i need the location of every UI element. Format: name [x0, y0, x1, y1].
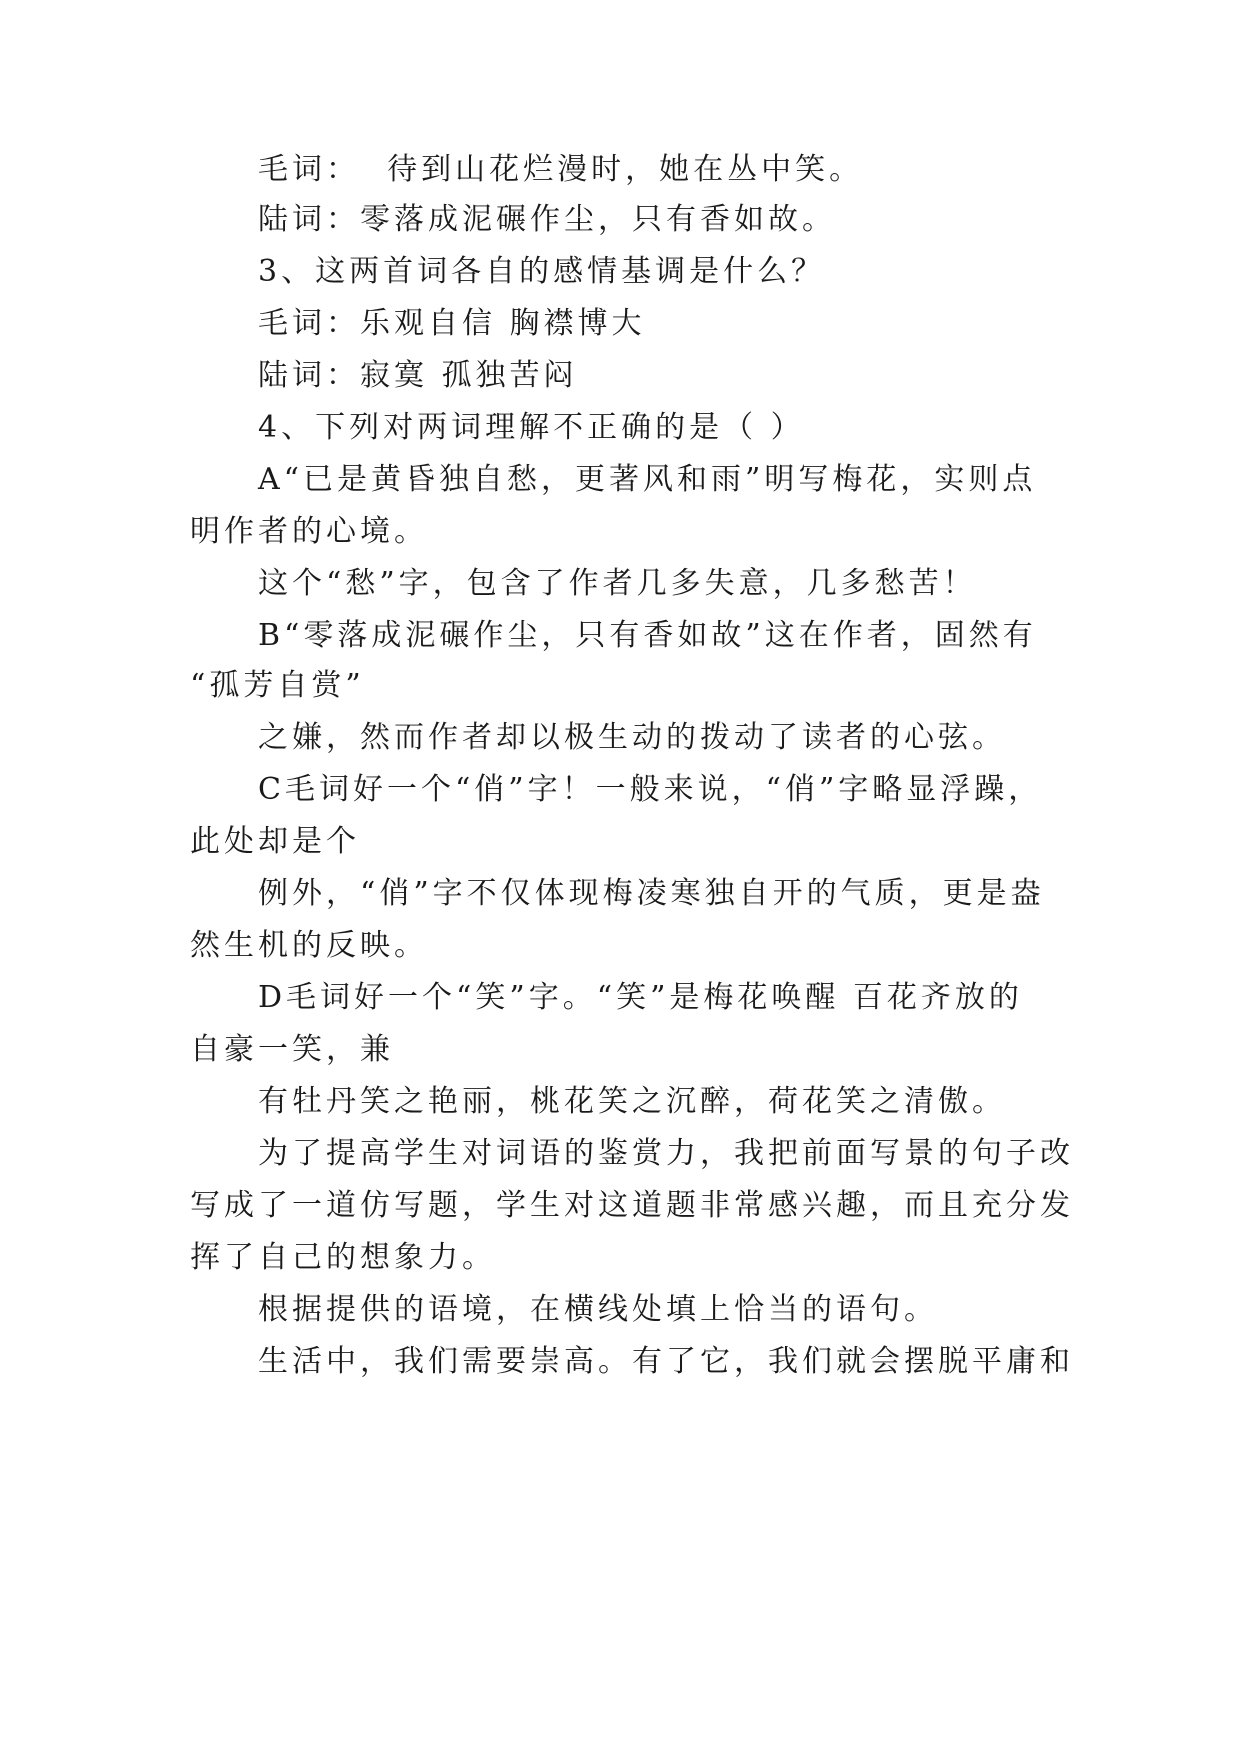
- p17-line-1: 生活中，我们需要崇高。有了它，我们就会摆脱平庸和: [258, 1344, 1074, 1379]
- p12-line-1: 例外，“俏”字不仅体现梅凌寒独自开的气质，更是盎: [258, 876, 1045, 911]
- p10-line-1: 之嫌，然而作者却以极生动的拨动了读者的心弦。: [258, 720, 1006, 755]
- p5-line-1: 陆词：寂寞 孤独苦闷: [258, 358, 578, 393]
- p1-line-1: 毛词： 待到山花烂漫时，她在丛中笑。: [258, 152, 864, 187]
- p16-line-1: 根据提供的语境，在横线处填上恰当的语句。: [258, 1292, 938, 1327]
- p13-line-1: D毛词好一个“笑”字。“笑”是梅花唤醒 百花齐放的: [258, 980, 1023, 1015]
- p6-line-1: 4、下列对两词理解不正确的是（ ）: [258, 410, 805, 445]
- p7-line-1: A“已是黄昏独自愁，更著风和雨”明写梅花，实则点: [258, 462, 1037, 497]
- p15-line-2: 写成了一道仿写题，学生对这道题非常感兴趣，而且充分发: [190, 1188, 1074, 1223]
- p11-line-2: 此处却是个: [190, 824, 360, 859]
- p15-line-1: 为了提高学生对词语的鉴赏力，我把前面写景的句子改: [258, 1136, 1074, 1171]
- p3-line-1: 3、这两首词各自的感情基调是什么？: [258, 254, 826, 289]
- p4-line-1: 毛词：乐观自信 胸襟博大: [258, 306, 646, 341]
- p9-line-1: B“零落成泥碾作尘，只有香如故”这在作者，固然有: [258, 618, 1037, 653]
- p8-line-1: 这个“愁”字，包含了作者几多失意，几多愁苦！: [258, 566, 977, 601]
- p9-line-2: “孤芳自赏”: [190, 668, 365, 703]
- p2-line-1: 陆词：零落成泥碾作尘，只有香如故。: [258, 202, 836, 237]
- p11-line-1: C毛词好一个“俏”字！一般来说，“俏”字略显浮躁，: [258, 772, 1043, 807]
- p14-line-1: 有牡丹笑之艳丽，桃花笑之沉醉，荷花笑之清傲。: [258, 1084, 1006, 1119]
- p15-line-3: 挥了自己的想象力。: [190, 1240, 496, 1275]
- p7-line-2: 明作者的心境。: [190, 514, 428, 549]
- p12-line-2: 然生机的反映。: [190, 928, 428, 963]
- p13-line-2: 自豪一笑，兼: [190, 1032, 394, 1067]
